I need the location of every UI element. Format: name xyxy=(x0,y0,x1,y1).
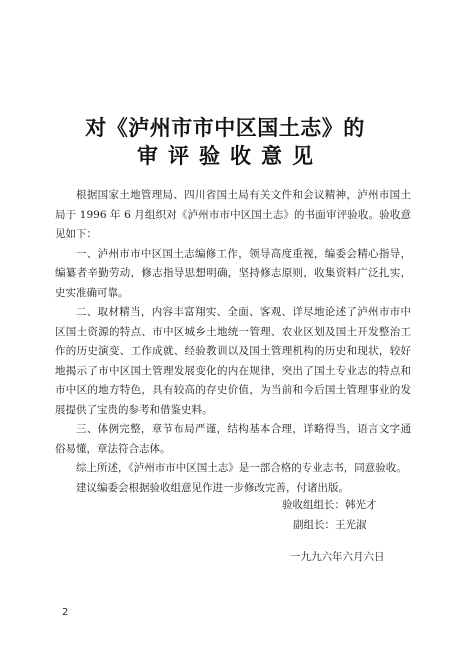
document-title-line-2: 审评验收意见 xyxy=(137,144,323,168)
document-title-line-1: 对《泸州市市中区国土志》的 xyxy=(85,116,365,140)
body-paragraph-2: 二、取材精当，内容丰富翔实、全面、客观、详尽地论述了泸州市市中区国土资源的特点、市中区城乡土地统一管理、农业区划及国土开发整治工作的历史演变、工作成就、经验教训以及国土管理机构的历史和现状，较好地揭示了市中区国土管理发展变化的内在规律，突出了国土专业志的特点和市中区的地方特色，具有较高的存史价值，为当前和今后国土管理事业的发展提供了宝贵的参考和借鉴史料。 xyxy=(55,306,411,416)
body-paragraph-suggestion: 建议编委会根据验收组意见作进一步修改完善，付诸出版。 xyxy=(76,481,349,494)
signature-deputy-leader: 副组长：王光淑 xyxy=(293,519,367,531)
body-paragraph-3: 三、体例完整，章节布局严谨，结构基本合理，详略得当，语言文字通俗易懂，章法符合志体。 xyxy=(55,423,411,455)
signature-date: 一九九六年六月六日 xyxy=(290,551,385,563)
page-number: 2 xyxy=(62,607,69,618)
body-paragraph-conclusion: 综上所述，《泸州市市中区国土志》是一部合格的专业志书，同意验收。 xyxy=(76,462,407,474)
signature-group-leader: 验收组组长：韩光才 xyxy=(282,499,377,511)
body-paragraph-intro: 根据国家土地管理局、四川省国土局有关文件和会议精神，泸州市国土局于 1996 年 6 月组织对《泸州市市中区国土志》的书面审评验收。验收意见如下： xyxy=(55,189,411,240)
document-body xyxy=(55,186,411,498)
body-paragraph-1: 一、泸州市市中区国土志编修工作，领导高度重视，编委会精心指导，编纂者辛勤劳动，修志指导思想明确，坚持修志原则，收集资料广泛扎实，史实准确可靠。 xyxy=(55,247,411,299)
